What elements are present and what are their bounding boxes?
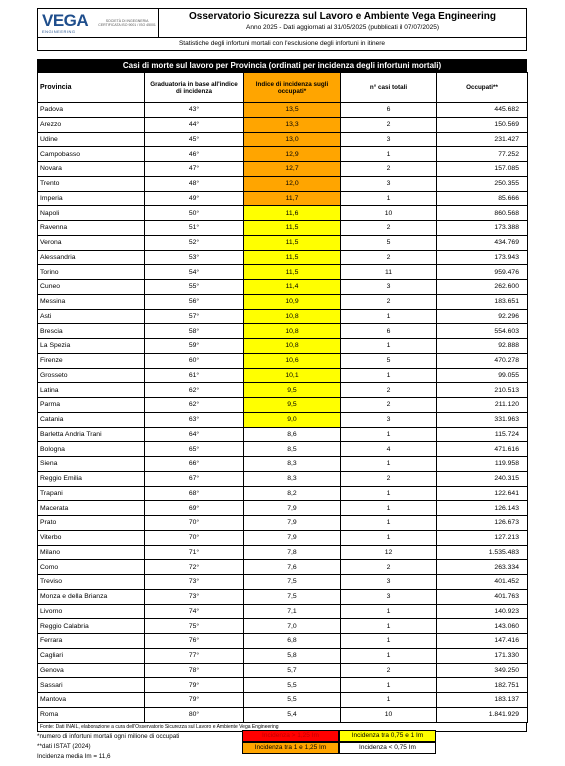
cell-indice: 11,5 [244, 250, 341, 265]
cell-occupati: 231.427 [437, 132, 528, 147]
cell-indice: 11,6 [244, 206, 341, 221]
cell-indice: 11,7 [244, 191, 341, 206]
cell-indice: 7,8 [244, 545, 341, 560]
cell-indice: 10,6 [244, 353, 341, 368]
cell-provincia: Reggio Emilia [38, 471, 145, 486]
footnotes [37, 732, 179, 762]
cell-provincia: Latina [38, 383, 145, 398]
table-row [38, 530, 528, 545]
cell-graduatoria: 73° [145, 575, 244, 590]
cell-graduatoria: 43° [145, 103, 244, 118]
cell-provincia: Catania [38, 412, 145, 427]
report-page [37, 8, 527, 730]
cell-indice: 9,0 [244, 412, 341, 427]
legend-yellow: Incidenza tra 0,75 e 1 Im [339, 730, 436, 742]
table-row [38, 707, 528, 722]
cell-indice: 10,8 [244, 339, 341, 354]
cell-casi: 3 [341, 589, 437, 604]
cell-graduatoria: 52° [145, 235, 244, 250]
cell-provincia: Reggio Calabria [38, 619, 145, 634]
cell-provincia: Alessandria [38, 250, 145, 265]
table-row [38, 501, 528, 516]
cell-occupati: 471.616 [437, 442, 528, 457]
cell-graduatoria: 49° [145, 191, 244, 206]
footnote-istat: **dati ISTAT (2024) [37, 743, 91, 750]
cell-occupati: 119.958 [437, 457, 528, 472]
cell-occupati: 150.569 [437, 117, 528, 132]
cell-occupati: 959.476 [437, 265, 528, 280]
col-header-casi: n° casi totali [341, 73, 437, 103]
cell-occupati: 143.060 [437, 619, 528, 634]
table-title: Casi di morte sul lavoro per Provincia (ordinati per incidenza degli infortuni mortali) [37, 59, 527, 72]
color-legend [242, 730, 436, 754]
cell-indice: 8,5 [244, 442, 341, 457]
cell-provincia: Trapani [38, 486, 145, 501]
cell-casi: 2 [341, 398, 437, 413]
cell-provincia: Torino [38, 265, 145, 280]
cell-provincia: Ravenna [38, 221, 145, 236]
cell-casi: 1 [341, 604, 437, 619]
table-body [38, 103, 528, 723]
cell-indice: 7,1 [244, 604, 341, 619]
col-header-provincia: Provincia [38, 73, 145, 103]
cell-graduatoria: 57° [145, 309, 244, 324]
cell-graduatoria: 73° [145, 589, 244, 604]
table-row [38, 191, 528, 206]
logo-text: VEGA [42, 11, 89, 30]
cell-occupati: 126.673 [437, 516, 528, 531]
cell-occupati: 262.600 [437, 280, 528, 295]
table-row [38, 648, 528, 663]
cell-provincia: Brescia [38, 324, 145, 339]
cell-casi: 3 [341, 176, 437, 191]
cell-occupati: 1.535.483 [437, 545, 528, 560]
cell-casi: 2 [341, 471, 437, 486]
cell-occupati: 171.330 [437, 648, 528, 663]
table-row [38, 457, 528, 472]
cell-casi: 2 [341, 383, 437, 398]
cell-graduatoria: 78° [145, 663, 244, 678]
cell-occupati: 250.355 [437, 176, 528, 191]
table-row [38, 280, 528, 295]
legend-red: Incidenza > 1,25 Im [242, 730, 339, 742]
cell-indice: 6,8 [244, 634, 341, 649]
cell-occupati: 210.513 [437, 383, 528, 398]
cell-graduatoria: 72° [145, 560, 244, 575]
cell-graduatoria: 65° [145, 442, 244, 457]
table-row [38, 663, 528, 678]
cell-graduatoria: 58° [145, 324, 244, 339]
cell-indice: 10,8 [244, 324, 341, 339]
cell-graduatoria: 64° [145, 427, 244, 442]
table-row [38, 309, 528, 324]
table-row [38, 250, 528, 265]
cell-graduatoria: 54° [145, 265, 244, 280]
table-row [38, 103, 528, 118]
cell-casi: 2 [341, 294, 437, 309]
cell-occupati: 127.213 [437, 530, 528, 545]
cell-occupati: 1.841.929 [437, 707, 528, 722]
cell-casi: 10 [341, 707, 437, 722]
cell-casi: 1 [341, 147, 437, 162]
cell-casi: 5 [341, 353, 437, 368]
cell-indice: 7,6 [244, 560, 341, 575]
legend-orange: Incidenza tra 1 e 1,25 Im [242, 742, 339, 754]
cell-provincia: Firenze [38, 353, 145, 368]
cell-casi: 3 [341, 280, 437, 295]
logo-certification: SOCIETÀ DI INGEGNERIA CERTIFICATA ISO 9001 / ISO 45001 [98, 18, 156, 27]
cell-indice: 9,5 [244, 383, 341, 398]
cell-occupati: 147.416 [437, 634, 528, 649]
cell-occupati: 85.666 [437, 191, 528, 206]
cell-casi: 1 [341, 457, 437, 472]
province-table-wrap [37, 59, 527, 732]
table-row [38, 221, 528, 236]
cell-occupati: 92.296 [437, 309, 528, 324]
cell-occupati: 860.568 [437, 206, 528, 221]
cell-casi: 6 [341, 103, 437, 118]
cell-casi: 2 [341, 560, 437, 575]
cell-occupati: 401.452 [437, 575, 528, 590]
cell-occupati: 349.250 [437, 663, 528, 678]
cell-casi: 1 [341, 678, 437, 693]
report-title: Osservatorio Sicurezza sul Lavoro e Ambiente Vega Engineering [189, 11, 496, 22]
table-row [38, 693, 528, 708]
cell-provincia: Treviso [38, 575, 145, 590]
cell-casi: 6 [341, 324, 437, 339]
cell-occupati: 183.651 [437, 294, 528, 309]
table-row [38, 162, 528, 177]
table-row [38, 560, 528, 575]
table-row [38, 412, 528, 427]
cell-occupati: 211.120 [437, 398, 528, 413]
cell-provincia: Cagliari [38, 648, 145, 663]
cell-graduatoria: 59° [145, 339, 244, 354]
cell-provincia: Prato [38, 516, 145, 531]
cell-graduatoria: 69° [145, 501, 244, 516]
cell-graduatoria: 76° [145, 634, 244, 649]
table-row [38, 619, 528, 634]
cell-occupati: 122.641 [437, 486, 528, 501]
cell-occupati: 240.315 [437, 471, 528, 486]
cell-casi: 11 [341, 265, 437, 280]
cell-casi: 1 [341, 619, 437, 634]
cell-provincia: Genova [38, 663, 145, 678]
cell-indice: 13,3 [244, 117, 341, 132]
col-header-indice: Indice di incidenza sugli occupati* [244, 73, 341, 103]
legend-white: Incidenza < 0,75 Im [339, 742, 436, 754]
cell-indice: 10,9 [244, 294, 341, 309]
cell-provincia: Sassari [38, 678, 145, 693]
cell-provincia: Messina [38, 294, 145, 309]
logo-subtext: ENGINEERING [42, 29, 76, 34]
cell-casi: 1 [341, 634, 437, 649]
cell-occupati: 401.763 [437, 589, 528, 604]
cell-graduatoria: 66° [145, 457, 244, 472]
cell-provincia: Arezzo [38, 117, 145, 132]
cell-graduatoria: 44° [145, 117, 244, 132]
cell-indice: 5,4 [244, 707, 341, 722]
cell-indice: 7,5 [244, 589, 341, 604]
report-header [37, 8, 527, 38]
cell-occupati: 183.137 [437, 693, 528, 708]
cell-casi: 1 [341, 501, 437, 516]
cell-casi: 3 [341, 132, 437, 147]
cell-occupati: 140.923 [437, 604, 528, 619]
table-row [38, 486, 528, 501]
cell-graduatoria: 55° [145, 280, 244, 295]
cell-graduatoria: 70° [145, 516, 244, 531]
cell-graduatoria: 71° [145, 545, 244, 560]
cell-occupati: 115.724 [437, 427, 528, 442]
cell-indice: 11,5 [244, 265, 341, 280]
cell-graduatoria: 46° [145, 147, 244, 162]
cell-casi: 2 [341, 117, 437, 132]
cell-provincia: Ferrara [38, 634, 145, 649]
cell-provincia: Livorno [38, 604, 145, 619]
cell-indice: 7,9 [244, 501, 341, 516]
cell-casi: 1 [341, 309, 437, 324]
cell-casi: 1 [341, 516, 437, 531]
cell-casi: 2 [341, 250, 437, 265]
table-row [38, 339, 528, 354]
cell-graduatoria: 77° [145, 648, 244, 663]
cell-occupati: 77.252 [437, 147, 528, 162]
cell-provincia: Padova [38, 103, 145, 118]
cell-provincia: Macerata [38, 501, 145, 516]
cell-casi: 3 [341, 412, 437, 427]
cell-indice: 7,9 [244, 516, 341, 531]
cell-provincia: Siena [38, 457, 145, 472]
cell-occupati: 157.085 [437, 162, 528, 177]
cell-provincia: Bologna [38, 442, 145, 457]
cell-provincia: Trento [38, 176, 145, 191]
cell-provincia: La Spezia [38, 339, 145, 354]
table-row [38, 147, 528, 162]
table-row [38, 294, 528, 309]
cell-provincia: Asti [38, 309, 145, 324]
cell-graduatoria: 60° [145, 353, 244, 368]
cell-casi: 1 [341, 427, 437, 442]
cell-indice: 11,4 [244, 280, 341, 295]
cell-indice: 7,5 [244, 575, 341, 590]
cell-occupati: 173.943 [437, 250, 528, 265]
cell-occupati: 470.278 [437, 353, 528, 368]
table-row [38, 545, 528, 560]
cell-graduatoria: 62° [145, 398, 244, 413]
table-row [38, 383, 528, 398]
cell-casi: 5 [341, 235, 437, 250]
cell-indice: 5,7 [244, 663, 341, 678]
cell-casi: 2 [341, 162, 437, 177]
cell-graduatoria: 79° [145, 678, 244, 693]
cell-indice: 11,5 [244, 235, 341, 250]
cell-indice: 9,5 [244, 398, 341, 413]
table-row [38, 604, 528, 619]
cell-graduatoria: 56° [145, 294, 244, 309]
cell-indice: 8,2 [244, 486, 341, 501]
cell-graduatoria: 62° [145, 383, 244, 398]
col-header-occupati: Occupati** [437, 73, 528, 103]
cell-occupati: 173.388 [437, 221, 528, 236]
table-row [38, 442, 528, 457]
table-row [38, 516, 528, 531]
cell-casi: 1 [341, 693, 437, 708]
cell-graduatoria: 53° [145, 250, 244, 265]
cell-occupati: 434.769 [437, 235, 528, 250]
table-row [38, 206, 528, 221]
cell-casi: 2 [341, 221, 437, 236]
cell-provincia: Udine [38, 132, 145, 147]
vega-logo [38, 9, 159, 37]
cell-graduatoria: 75° [145, 619, 244, 634]
cell-indice: 12,0 [244, 176, 341, 191]
cell-indice: 8,3 [244, 457, 341, 472]
cell-occupati: 263.334 [437, 560, 528, 575]
cell-provincia: Mantova [38, 693, 145, 708]
cell-graduatoria: 80° [145, 707, 244, 722]
cell-provincia: Grosseto [38, 368, 145, 383]
table-row [38, 117, 528, 132]
table-row [38, 265, 528, 280]
footnote-incidence: *numero di infortuni mortali ogni milione di occupati [37, 733, 180, 740]
cell-provincia: Imperia [38, 191, 145, 206]
cell-provincia: Napoli [38, 206, 145, 221]
cell-indice: 11,5 [244, 221, 341, 236]
cell-casi: 1 [341, 339, 437, 354]
cell-occupati: 92.888 [437, 339, 528, 354]
report-subtitle: Anno 2025 - Dati aggiornati al 31/05/2025 (pubblicati il 07/07/2025) [246, 24, 439, 31]
cell-provincia: Parma [38, 398, 145, 413]
cell-occupati: 126.143 [437, 501, 528, 516]
cell-indice: 13,5 [244, 103, 341, 118]
cell-provincia: Como [38, 560, 145, 575]
table-row [38, 471, 528, 486]
table-row [38, 353, 528, 368]
cell-casi: 1 [341, 648, 437, 663]
cell-provincia: Barletta Andria Trani [38, 427, 145, 442]
cell-indice: 12,9 [244, 147, 341, 162]
cell-casi: 1 [341, 486, 437, 501]
cell-indice: 10,8 [244, 309, 341, 324]
province-table [37, 72, 528, 723]
cell-casi: 3 [341, 575, 437, 590]
cell-indice: 8,6 [244, 427, 341, 442]
cell-provincia: Monza e della Brianza [38, 589, 145, 604]
cell-graduatoria: 47° [145, 162, 244, 177]
cell-graduatoria: 67° [145, 471, 244, 486]
table-row [38, 575, 528, 590]
cell-indice: 13,0 [244, 132, 341, 147]
cell-provincia: Milano [38, 545, 145, 560]
table-source: Fonte: Dati INAIL, elaborazione a cura dell'Osservatorio Sicurezza sul Lavoro e Ambiente Vega Engineering [37, 723, 527, 732]
table-row [38, 368, 528, 383]
cell-graduatoria: 51° [145, 221, 244, 236]
report-note: Statistiche degli infortuni mortali con l'esclusione degli infortuni in itinere [37, 38, 527, 51]
cell-indice: 7,0 [244, 619, 341, 634]
footnote-average: Incidenza media Im = 11,6 [37, 753, 111, 760]
cell-graduatoria: 74° [145, 604, 244, 619]
table-row [38, 398, 528, 413]
table-row [38, 132, 528, 147]
header-text [159, 9, 526, 37]
cell-casi: 1 [341, 530, 437, 545]
table-row [38, 324, 528, 339]
cell-indice: 7,9 [244, 530, 341, 545]
table-header-row [38, 73, 528, 103]
cell-occupati: 331.963 [437, 412, 528, 427]
cell-provincia: Roma [38, 707, 145, 722]
cell-graduatoria: 48° [145, 176, 244, 191]
cell-provincia: Cuneo [38, 280, 145, 295]
cell-graduatoria: 63° [145, 412, 244, 427]
cell-indice: 8,3 [244, 471, 341, 486]
cell-provincia: Verona [38, 235, 145, 250]
cell-occupati: 554.603 [437, 324, 528, 339]
col-header-graduatoria: Graduatoria in base all'indice di incidenza [145, 73, 244, 103]
table-row [38, 235, 528, 250]
cell-graduatoria: 61° [145, 368, 244, 383]
cell-graduatoria: 68° [145, 486, 244, 501]
cell-provincia: Viterbo [38, 530, 145, 545]
cell-provincia: Novara [38, 162, 145, 177]
cell-casi: 12 [341, 545, 437, 560]
cell-graduatoria: 79° [145, 693, 244, 708]
cell-provincia: Campobasso [38, 147, 145, 162]
cell-occupati: 182.751 [437, 678, 528, 693]
cell-graduatoria: 45° [145, 132, 244, 147]
cell-casi: 1 [341, 368, 437, 383]
cell-occupati: 445.682 [437, 103, 528, 118]
cell-indice: 5,8 [244, 648, 341, 663]
table-row [38, 589, 528, 604]
cell-occupati: 99.055 [437, 368, 528, 383]
cell-casi: 1 [341, 191, 437, 206]
table-row [38, 634, 528, 649]
cell-casi: 2 [341, 663, 437, 678]
table-row [38, 427, 528, 442]
table-row [38, 176, 528, 191]
cell-graduatoria: 50° [145, 206, 244, 221]
table-row [38, 678, 528, 693]
cell-indice: 12,7 [244, 162, 341, 177]
cell-indice: 5,5 [244, 693, 341, 708]
cell-graduatoria: 70° [145, 530, 244, 545]
cell-indice: 5,5 [244, 678, 341, 693]
cell-indice: 10,1 [244, 368, 341, 383]
cell-casi: 4 [341, 442, 437, 457]
cell-casi: 10 [341, 206, 437, 221]
